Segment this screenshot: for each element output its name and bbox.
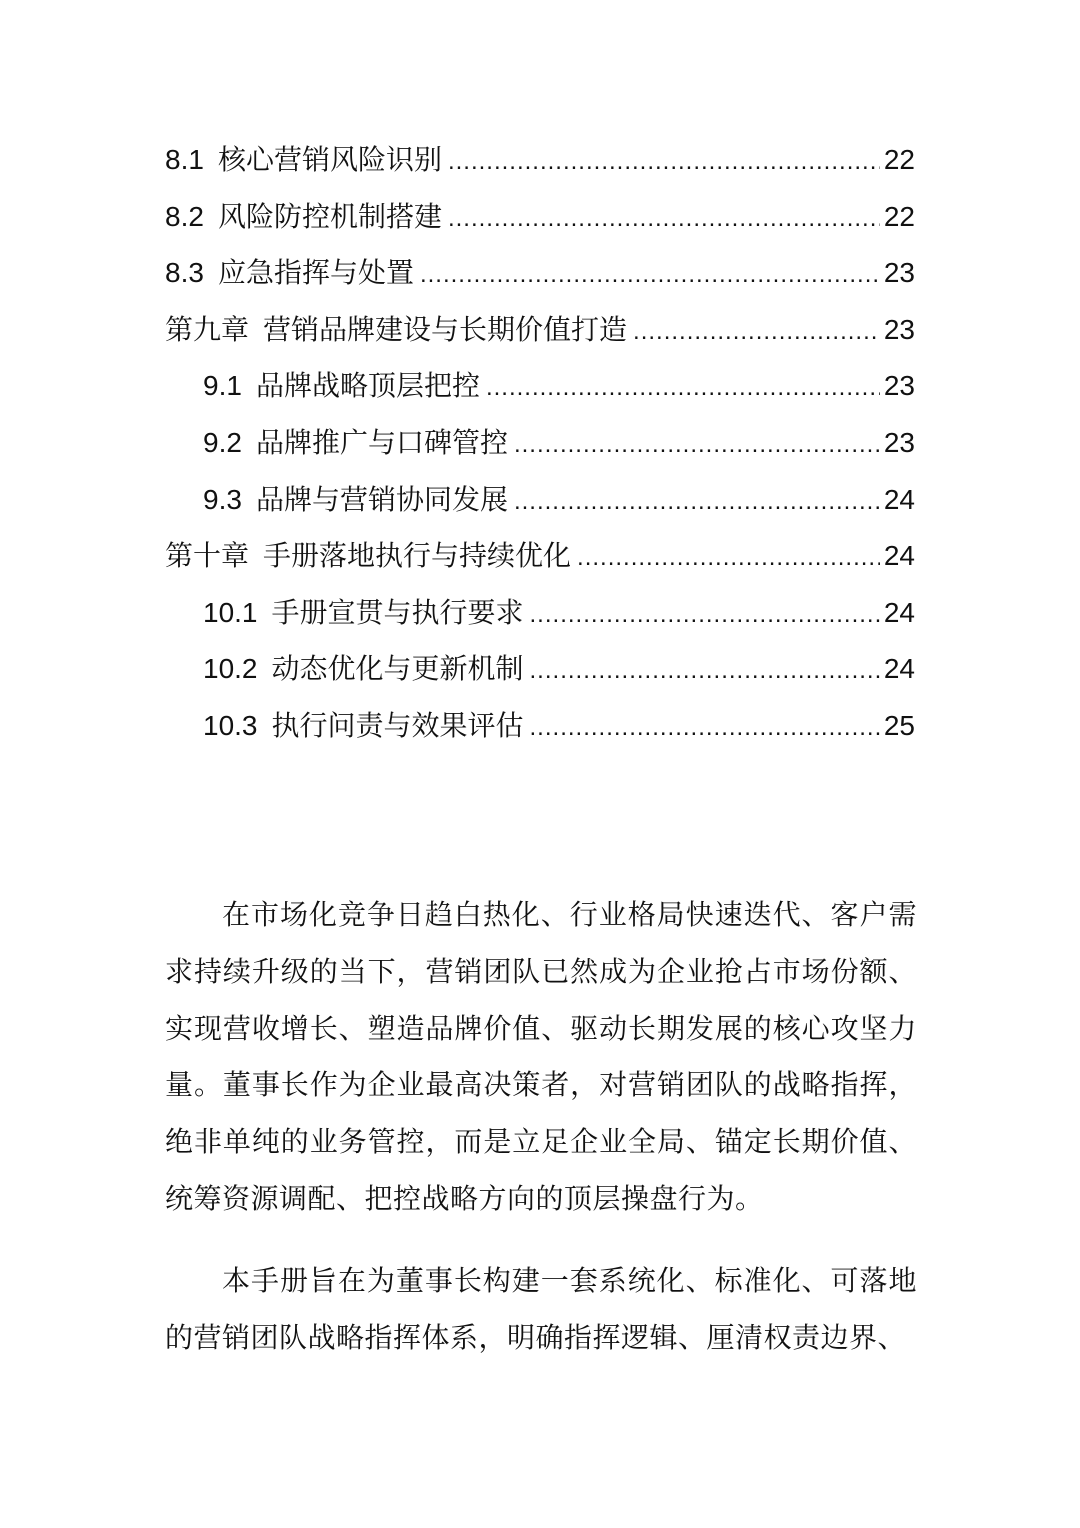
toc-entry-page: 22 — [883, 200, 915, 232]
toc-entry-title: 品牌战略顶层把控 — [255, 369, 480, 403]
toc-leader-dots — [448, 191, 880, 248]
intro-paragraph-1 — [165, 887, 917, 1228]
toc-entry-8-2[interactable] — [165, 189, 915, 246]
toc-leader-dots — [448, 134, 880, 191]
toc-entry-title: 品牌推广与口碑管控 — [255, 425, 508, 459]
toc-entry-title: 手册落地执行与持续优化 — [263, 539, 572, 573]
toc-entry-9-3[interactable] — [165, 472, 915, 529]
toc-leader-dots — [530, 700, 880, 757]
toc-entry-title: 手册宣贯与执行要求 — [271, 595, 524, 629]
intro-paragraph-2 — [165, 1253, 917, 1367]
paragraph-text: 在市场化竞争日趋白热化、行业格局快速迭代、客户需求持续升级的当下，营销团队已然成为企业抢占市场份额、实现营收增长、塑造品牌价值、驱动长期发展的核心攻坚力量。董事长作为企业最高决策者，对营销团队的战略指挥，绝非单纯的业务管控，而是立足企业全局、锚定长期价值、统筹资源调配、把控战略方向的顶层操盘行为。 — [165, 898, 917, 1215]
toc-entry-number: 10.2 — [203, 653, 258, 685]
toc-entry-page: 23 — [883, 313, 915, 345]
toc-entry-number: 第十章 — [165, 540, 250, 572]
toc-entry-number: 第九章 — [165, 313, 250, 345]
toc-entry-page: 23 — [883, 426, 915, 458]
toc-entry-title: 营销品牌建设与长期价值打造 — [263, 312, 628, 346]
toc-entry-10-3[interactable] — [165, 698, 915, 755]
toc-entry-number: 8.2 — [165, 200, 204, 232]
toc-leader-dots — [577, 530, 880, 587]
toc-entry-number: 8.1 — [165, 144, 204, 175]
toc-entry-9-1[interactable] — [165, 358, 915, 415]
toc-entry-page: 25 — [883, 709, 915, 741]
toc-entry-page: 24 — [883, 596, 915, 628]
toc-entry-title: 应急指挥与处置 — [217, 256, 414, 290]
toc-entry-chapter-9[interactable] — [165, 302, 915, 359]
toc-entry-number: 10.3 — [203, 709, 258, 741]
toc-leader-dots — [514, 417, 880, 474]
toc-entry-10-1[interactable] — [165, 585, 915, 642]
toc-leader-dots — [530, 587, 880, 644]
toc-leader-dots — [514, 474, 880, 531]
toc-entry-page: 24 — [883, 540, 915, 572]
toc-entry-number: 8.3 — [165, 257, 204, 289]
toc-entry-8-3[interactable] — [165, 245, 915, 302]
paragraph-text: 本手册旨在为董事长构建一套系统化、标准化、可落地的营销团队战略指挥体系，明确指挥逻辑、厘清权责边界、 — [165, 1264, 917, 1354]
toc-entry-page: 23 — [883, 370, 915, 402]
toc-entry-title: 品牌与营销协同发展 — [255, 482, 508, 516]
toc-leader-dots — [633, 304, 880, 361]
table-of-contents — [165, 132, 915, 755]
toc-entry-10-2[interactable] — [165, 641, 915, 698]
toc-leader-dots — [486, 360, 880, 417]
toc-entry-page: 23 — [883, 257, 915, 289]
toc-entry-number: 9.2 — [203, 426, 242, 458]
toc-entry-page: 24 — [883, 483, 915, 515]
toc-entry-title: 核心营销风险识别 — [217, 143, 442, 176]
toc-entry-8-1[interactable] — [165, 132, 915, 189]
toc-leader-dots — [530, 643, 880, 700]
toc-entry-9-2[interactable] — [165, 415, 915, 472]
toc-entry-title: 执行问责与效果评估 — [271, 708, 524, 742]
toc-entry-chapter-10[interactable] — [165, 528, 915, 585]
toc-entry-title: 风险防控机制搭建 — [217, 199, 442, 233]
toc-entry-number: 9.3 — [203, 483, 242, 515]
toc-entry-title: 动态优化与更新机制 — [271, 652, 524, 686]
toc-leader-dots — [420, 247, 880, 304]
toc-entry-page: 22 — [883, 144, 915, 175]
toc-entry-number: 9.1 — [203, 370, 242, 402]
toc-entry-page: 24 — [883, 653, 915, 685]
toc-entry-number: 10.1 — [203, 596, 258, 628]
